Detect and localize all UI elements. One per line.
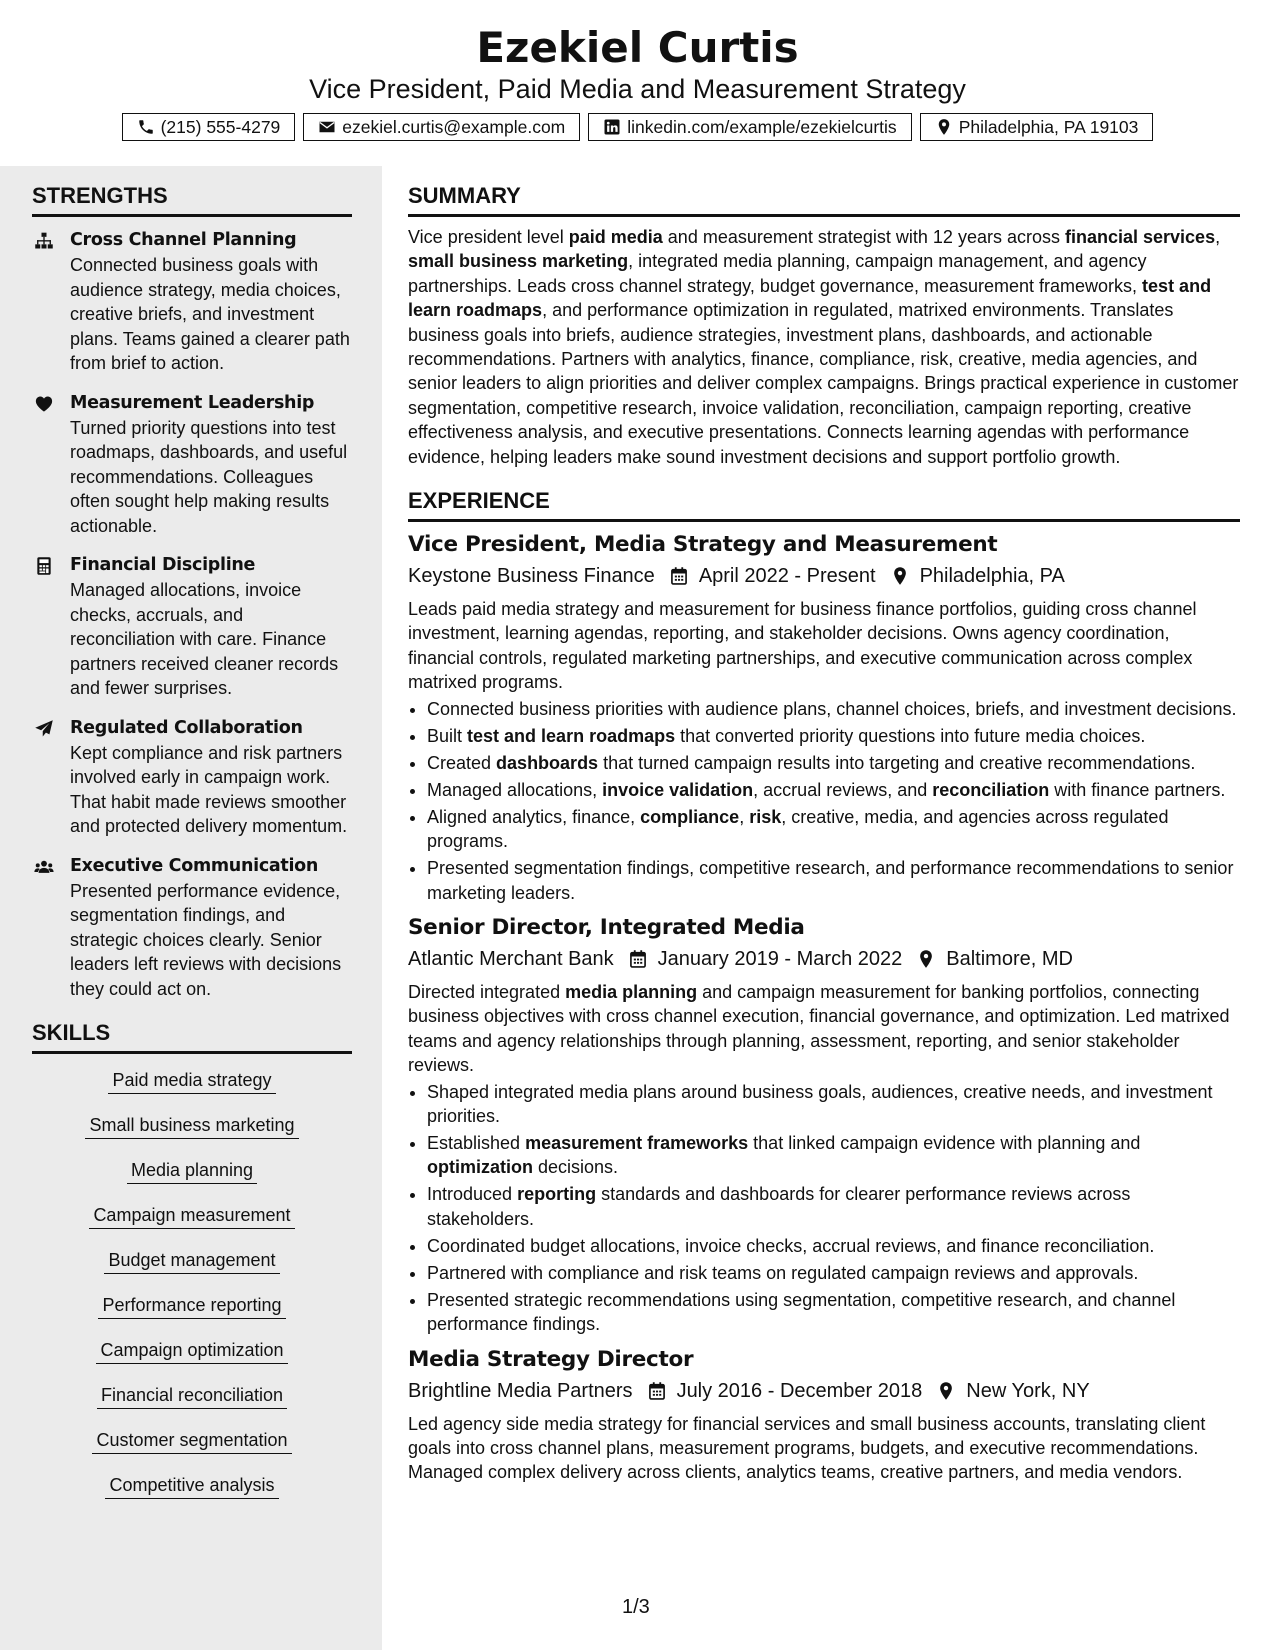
job-bullet-run: , creative, media, and agencies across regulated programs. xyxy=(427,806,1169,852)
summary-text-run: , and performance optimization in regulated, matrixed environments. Translates business goals into briefs, audience strategies, investment plans, dashboards, and actionable recommendations. Partners with analytics, finance, compliance, risk, creative, media agencies, and senior leaders to align priorities and deliver complex campaigns. Brings practical experience in customer segmentation, competitive research, invoice validation, reconciliation, campaign reporting, creative effectiveness analysis, and executive presentations. Connects learning agendas with performance evidence, helping leaders make sound investment decisions and support portfolio growth. xyxy=(408,300,1239,467)
strength-desc: Turned priority questions into test roadmaps, dashboards, and useful recommendations. Colleagues often sought help making results actionable. xyxy=(70,417,348,536)
skills-heading: SKILLS xyxy=(32,1019,352,1054)
job-bullet-run: optimization xyxy=(427,1157,533,1178)
strengths-list xyxy=(32,227,352,1001)
job-bullet-run: Partnered with compliance and risk teams on regulated campaign reviews and approvals. xyxy=(427,1262,1139,1283)
experience-list xyxy=(408,530,1240,1485)
job-bullet xyxy=(427,1080,1240,1129)
summary-heading: SUMMARY xyxy=(408,182,1240,217)
job-bullet-run: that linked campaign evidence with planning and xyxy=(748,1132,1141,1153)
job-entry xyxy=(408,1345,1240,1485)
job-entry xyxy=(408,530,1240,905)
job-location: Baltimore, MD xyxy=(946,947,1073,970)
strength-name: Measurement Leadership xyxy=(70,392,315,413)
summary-text-run: test and learn roadmaps xyxy=(408,275,1212,321)
strengths-heading: STRENGTHS xyxy=(32,182,352,217)
envelope-icon xyxy=(318,118,336,136)
strength-name: Regulated Collaboration xyxy=(70,717,303,738)
job-entry xyxy=(408,913,1240,1337)
job-title: Senior Director, Integrated Media xyxy=(408,914,805,940)
strength-item xyxy=(32,552,352,701)
job-description xyxy=(408,980,1240,1078)
job-company: Keystone Business Finance xyxy=(408,565,655,588)
job-bullets xyxy=(408,697,1240,905)
job-bullet xyxy=(427,724,1240,748)
job-bullet-run: test and learn roadmaps xyxy=(467,725,676,746)
job-description xyxy=(408,597,1240,695)
summary-text-run: financial services xyxy=(1064,227,1216,247)
strength-item xyxy=(32,853,352,1002)
skill-tag: Campaign measurement xyxy=(89,1203,294,1229)
job-bullet-run: with finance partners. xyxy=(1049,779,1226,800)
calendar-icon xyxy=(614,949,658,969)
job-title: Vice President, Media Strategy and Measurement xyxy=(408,532,998,558)
phone-icon xyxy=(137,118,155,136)
summary-text-run: and measurement strategist with 12 years across xyxy=(662,227,1065,247)
job-dates: July 2016 - December 2018 xyxy=(676,1379,923,1402)
job-bullet xyxy=(427,1234,1240,1258)
calculator-icon xyxy=(34,556,54,576)
strength-item xyxy=(32,715,352,839)
calendar-icon xyxy=(655,566,699,586)
strength-desc: Presented performance evidence, segmentation findings, and strategic choices clearly. Senior leaders left reviews with decisions they could act on. xyxy=(70,880,342,999)
strength-item xyxy=(32,390,352,539)
job-bullet xyxy=(427,1182,1240,1231)
contact-linkedin-text: linkedin.com/example/ezekielcurtis xyxy=(627,116,897,137)
job-location: New York, NY xyxy=(966,1379,1090,1402)
job-bullet-run: compliance xyxy=(640,806,740,827)
strength-name: Executive Communication xyxy=(70,855,319,876)
contact-bar xyxy=(0,113,1275,141)
job-bullet xyxy=(427,856,1240,905)
linkedin-icon xyxy=(603,118,621,136)
job-bullet-run: Created xyxy=(427,752,497,773)
job-description-run: and campaign measurement for banking portfolios, connecting business objectives with cross channel execution, financial governance, and optimization. Led matrixed teams and agency relationships through planning, assessment, reporting, and senior stakeholder reviews. xyxy=(408,981,1230,1076)
skill-tag: Competitive analysis xyxy=(105,1473,278,1499)
strength-item xyxy=(32,227,352,376)
strength-desc: Connected business goals with audience strategy, media choices, creative briefs, and investment plans. Teams gained a clearer path from brief to action. xyxy=(70,255,350,373)
contact-phone-text: (215) 555-4279 xyxy=(160,116,281,137)
strength-name: Cross Channel Planning xyxy=(70,230,297,250)
job-description-run: media planning xyxy=(565,981,698,1002)
job-bullet-run: , accrual reviews, and xyxy=(753,779,933,800)
job-meta xyxy=(408,1376,1240,1406)
job-description-run: Directed integrated xyxy=(408,981,566,1002)
job-bullet-run: Introduced xyxy=(427,1184,518,1205)
sidebar xyxy=(0,166,382,1650)
job-bullet-run: Established xyxy=(427,1132,526,1153)
job-bullet-run: that converted priority questions into future media choices. xyxy=(675,725,1146,746)
contact-email[interactable] xyxy=(303,113,580,141)
skill-tag: Paid media strategy xyxy=(108,1068,275,1094)
candidate-title: Vice President, Paid Media and Measurement Strategy xyxy=(309,74,966,104)
map-pin-icon xyxy=(902,949,946,969)
job-bullet-run: Aligned analytics, finance, xyxy=(427,806,641,827)
job-bullet-run: Shaped integrated media plans around business goals, audiences, creative needs, and investment priorities. xyxy=(427,1081,1213,1126)
strength-desc: Managed allocations, invoice checks, accruals, and reconciliation with care. Finance partners received cleaner records and fewer surprises. xyxy=(70,580,339,698)
skill-tag: Financial reconciliation xyxy=(97,1383,287,1409)
experience-heading: EXPERIENCE xyxy=(408,487,1240,522)
map-pin-icon xyxy=(935,118,953,136)
strength-name: Financial Discipline xyxy=(70,555,256,575)
paper-plane-icon xyxy=(34,719,54,739)
heart-icon xyxy=(34,394,54,414)
job-bullet-run: , xyxy=(739,806,750,827)
calendar-icon xyxy=(633,1381,677,1401)
job-bullet-run: risk xyxy=(749,806,782,827)
strength-desc: Kept compliance and risk partners involved early in campaign work. That habit made reviews smoother and protected delivery momentum. xyxy=(70,742,348,836)
summary-text-run: Vice president level xyxy=(408,227,569,247)
page-indicator: 1/3 xyxy=(622,1596,650,1618)
map-pin-icon xyxy=(876,566,920,586)
job-bullet xyxy=(427,1288,1240,1337)
skill-tag: Media planning xyxy=(127,1158,257,1184)
job-bullet-run: measurement frameworks xyxy=(525,1132,749,1153)
job-dates: April 2022 - Present xyxy=(698,565,876,588)
job-bullet-run: Built xyxy=(427,725,468,746)
contact-linkedin[interactable] xyxy=(588,113,911,141)
job-bullet xyxy=(427,751,1240,775)
skill-tag: Small business marketing xyxy=(85,1113,298,1139)
job-bullet xyxy=(427,1131,1240,1180)
map-pin-icon xyxy=(922,1381,966,1401)
summary-text-run: small business marketing xyxy=(408,251,629,272)
summary-text-run: , xyxy=(1215,227,1221,247)
contact-phone[interactable] xyxy=(122,113,296,141)
contact-email-text: ezekiel.curtis@example.com xyxy=(342,116,566,137)
job-description-run: Leads paid media strategy and measurement for business finance portfolios, guiding cross channel investment, learning agendas, reporting, and stakeholder decisions. Owns agency coordination, financial controls, regulated marketing partnerships, and executive communication across complex matrixed programs. xyxy=(408,599,1197,693)
summary-text xyxy=(408,225,1240,469)
job-bullet-run: Presented segmentation findings, competitive research, and performance recommendations to senior marketing leaders. xyxy=(427,858,1234,903)
job-bullet xyxy=(427,778,1240,802)
job-bullets xyxy=(408,1080,1240,1337)
main-column xyxy=(408,166,1240,1485)
job-meta xyxy=(408,944,1240,974)
job-bullet-run: that turned campaign results into targeting and creative recommendations. xyxy=(598,752,1196,773)
skill-tag: Customer segmentation xyxy=(92,1428,291,1454)
candidate-name: Ezekiel Curtis xyxy=(476,23,799,72)
skill-tag: Campaign optimization xyxy=(96,1338,287,1364)
sitemap-icon xyxy=(34,231,54,251)
job-bullet-run: decisions. xyxy=(533,1157,619,1178)
job-bullet-run: reporting xyxy=(517,1184,597,1205)
job-bullet-run: dashboards xyxy=(496,752,599,773)
summary-text-run: , integrated media planning, campaign management, and agency partnerships. Leads cross channel strategy, budget governance, measurement frameworks, xyxy=(408,251,1147,296)
job-company: Brightline Media Partners xyxy=(408,1379,633,1402)
skill-tag: Performance reporting xyxy=(98,1293,285,1319)
skills-list xyxy=(32,1068,352,1518)
contact-location xyxy=(920,113,1154,141)
job-dates: January 2019 - March 2022 xyxy=(657,947,903,970)
job-meta xyxy=(408,561,1240,591)
job-description xyxy=(408,1412,1240,1485)
job-bullet-run: Presented strategic recommendations using segmentation, competitive research, and channel performance findings. xyxy=(427,1289,1176,1335)
job-bullet-run: reconciliation xyxy=(932,779,1050,800)
job-bullet-run: standards and dashboards for clearer performance reviews across stakeholders. xyxy=(427,1184,1131,1229)
contact-location-text: Philadelphia, PA 19103 xyxy=(958,116,1139,137)
job-bullet xyxy=(427,805,1240,854)
job-bullet xyxy=(427,1261,1240,1285)
job-bullet-run: Coordinated budget allocations, invoice checks, accrual reviews, and finance reconciliation. xyxy=(427,1235,1155,1256)
job-bullet-run: Connected business priorities with audience plans, channel choices, briefs, and investment decisions. xyxy=(427,698,1237,719)
job-title: Media Strategy Director xyxy=(408,1346,694,1372)
summary-text-run: paid media xyxy=(568,227,663,247)
job-bullet-run: invoice validation xyxy=(602,779,754,800)
job-bullet xyxy=(427,697,1240,721)
skill-tag: Budget management xyxy=(104,1248,279,1274)
job-bullet-run: Managed allocations, xyxy=(427,779,603,800)
job-location: Philadelphia, PA xyxy=(919,565,1065,588)
resume-header xyxy=(0,0,1275,166)
users-icon xyxy=(34,857,54,877)
job-description-run: Led agency side media strategy for financial services and small business accounts, translating client goals into cross channel plans, measurement programs, budgets, and executive recommendations. Managed complex delivery across clients, analytics teams, creative partners, and media vendors. xyxy=(408,1413,1206,1483)
job-company: Atlantic Merchant Bank xyxy=(408,947,614,970)
